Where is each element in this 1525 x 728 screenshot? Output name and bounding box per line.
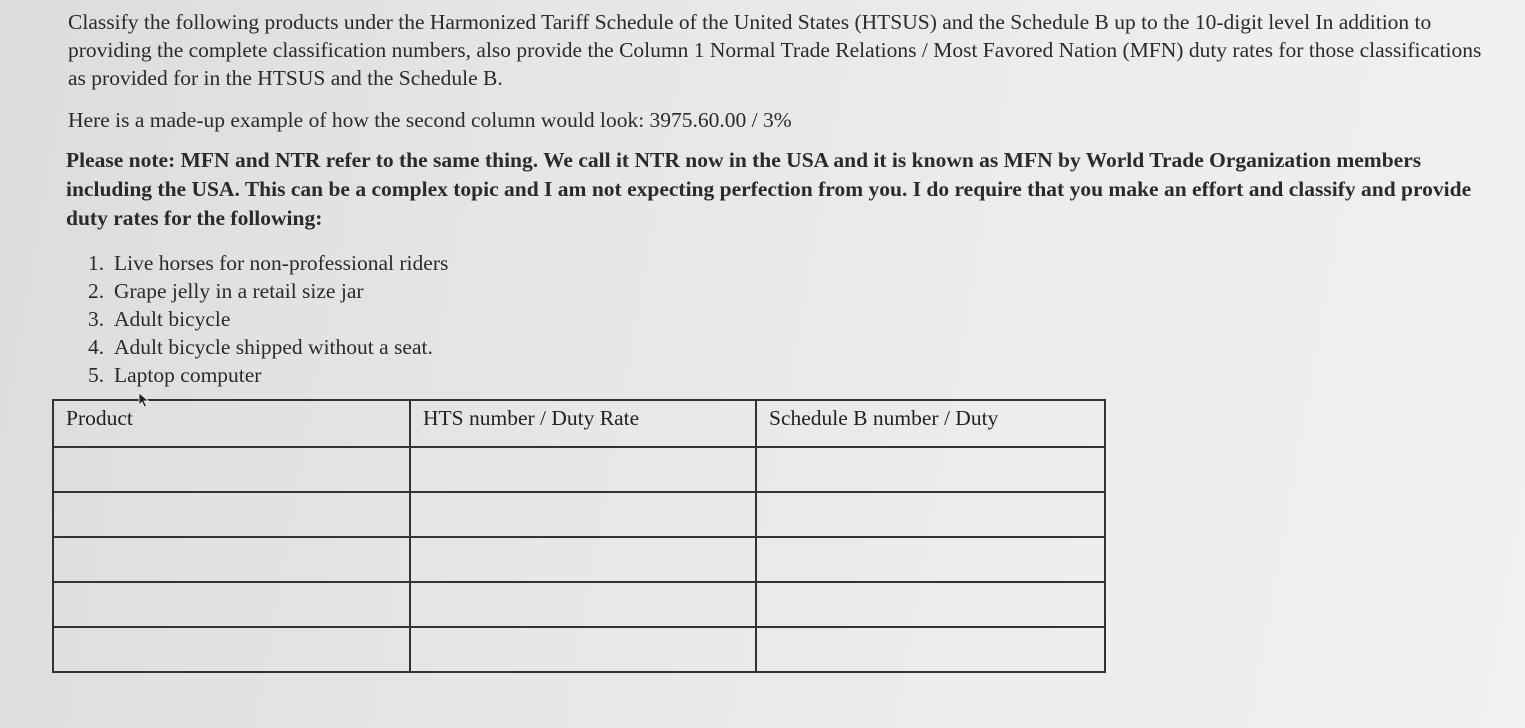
- list-item-text: Adult bicycle shipped without a seat.: [114, 335, 433, 359]
- header-hts-number: HTS number / Duty Rate: [410, 400, 756, 447]
- table-cell[interactable]: [410, 492, 756, 537]
- table-cell[interactable]: [756, 582, 1105, 627]
- classification-table: [52, 399, 1106, 673]
- table-row: [53, 537, 1105, 582]
- list-item: 3. Adult bicycle: [88, 307, 231, 331]
- document-page: [68, 8, 1508, 389]
- header-product: Product: [53, 400, 410, 447]
- table-row: [53, 492, 1105, 537]
- list-item-text: Grape jelly in a retail size jar: [114, 279, 364, 303]
- example-line: Here is a made-up example of how the second column would look: 3975.60.00 / 3%: [68, 108, 792, 132]
- list-item-text: Adult bicycle: [114, 307, 231, 331]
- table-row: [53, 582, 1105, 627]
- list-item-text: Live horses for non-professional riders: [114, 251, 449, 275]
- table-cell[interactable]: [410, 537, 756, 582]
- table-cell[interactable]: [53, 627, 410, 672]
- table-cell[interactable]: [53, 582, 410, 627]
- header-schedule-b-number: Schedule B number / Duty: [756, 400, 1105, 447]
- product-list: [68, 249, 1508, 389]
- table-cell[interactable]: [756, 492, 1105, 537]
- table-row: [53, 627, 1105, 672]
- list-item: 1. Live horses for non-professional riders: [88, 251, 449, 275]
- list-item: 4. Adult bicycle shipped without a seat.: [88, 335, 433, 359]
- list-item: 2. Grape jelly in a retail size jar: [88, 279, 364, 303]
- table-cell[interactable]: [410, 447, 756, 492]
- table-cell[interactable]: [756, 447, 1105, 492]
- table-cell[interactable]: [756, 627, 1105, 672]
- classification-table-container: [52, 399, 1106, 673]
- table-cell[interactable]: [53, 447, 410, 492]
- table-cell[interactable]: [53, 537, 410, 582]
- note-paragraph: Please note: MFN and NTR refer to the same thing. We call it NTR now in the USA and it is known as MFN by World Trade Organization members including the USA. This can be a complex topic and I am not expecting perfection from you. I do require that you make an effort and classify and provide duty rates for the following:: [66, 148, 1472, 230]
- table-cell[interactable]: [410, 627, 756, 672]
- table-cell[interactable]: [53, 492, 410, 537]
- table-row: [53, 447, 1105, 492]
- list-item: 5. Laptop computer: [88, 363, 262, 387]
- list-item-text: Laptop computer: [114, 363, 262, 387]
- table-cell[interactable]: [410, 582, 756, 627]
- table-cell[interactable]: [756, 537, 1105, 582]
- instructions-paragraph: Classify the following products under the Harmonized Tariff Schedule of the United States (HTSUS) and the Schedule B up to the 10-digit level In addition to providing the complete classification numbers, also provide the Column 1 Normal Trade Relations / Most Favored Nation (MFN) duty rates for those classifications as provided for in the HTSUS and the Schedule B.: [68, 10, 1482, 90]
- mouse-cursor-icon: [138, 392, 152, 408]
- table-header-row: [53, 400, 1105, 447]
